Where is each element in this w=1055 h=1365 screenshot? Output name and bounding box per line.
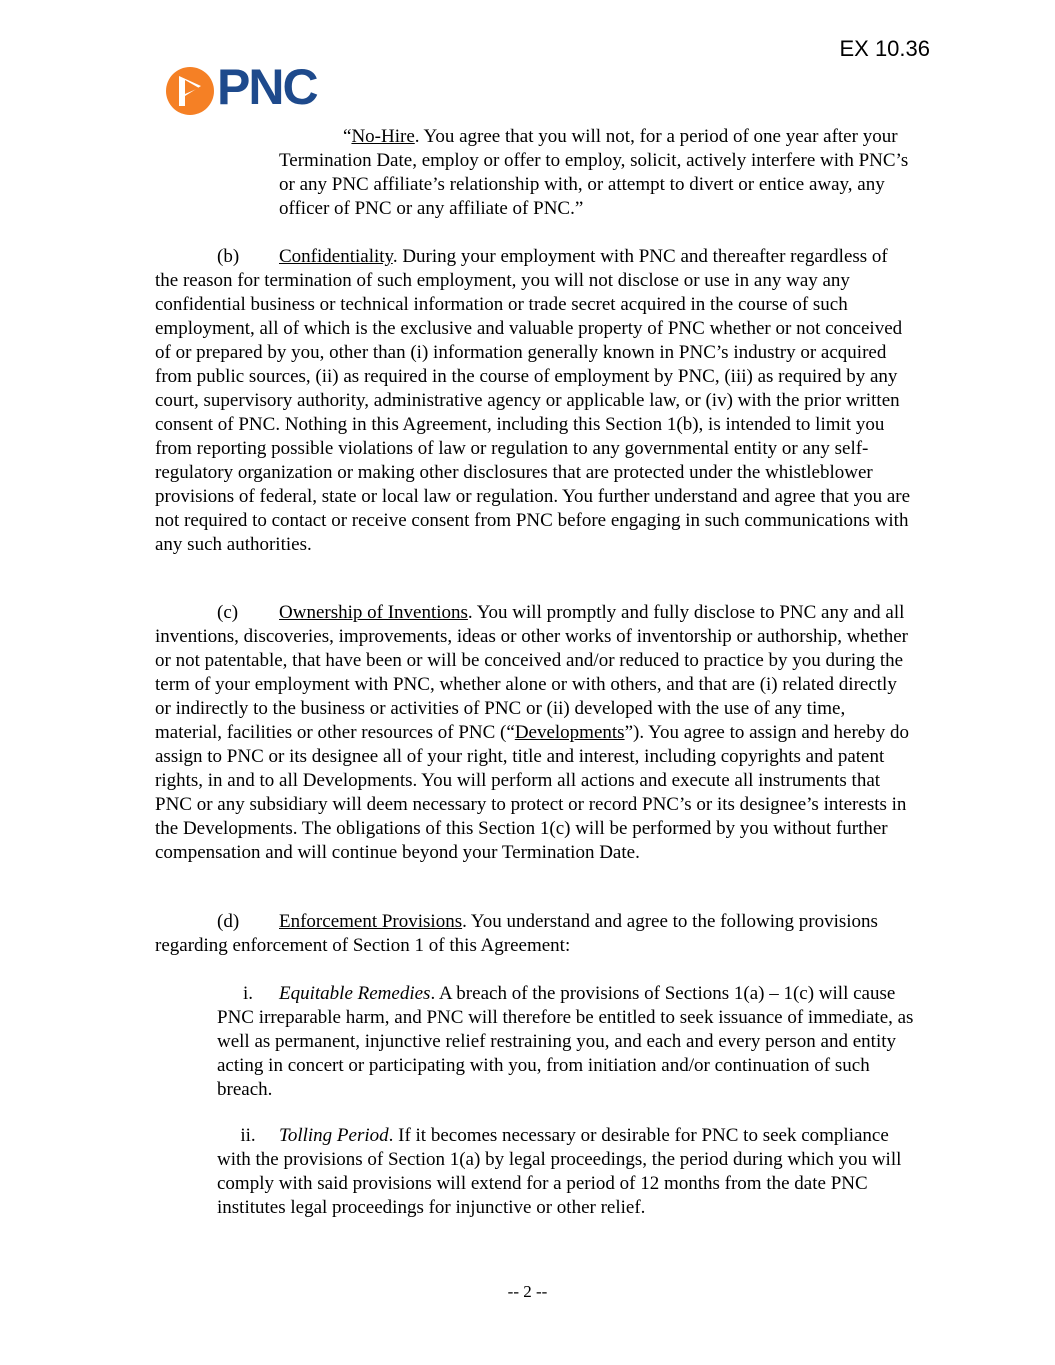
section-b-label: (b) (217, 246, 240, 267)
no-hire-clause (279, 125, 909, 221)
pnc-logo-icon (165, 66, 217, 118)
item-ii-label: ii. (240, 1125, 256, 1146)
section-d-enforcement (155, 910, 915, 958)
section-c-label: (c) (217, 602, 239, 623)
section-c-inventions (155, 601, 915, 865)
pnc-logo (165, 59, 340, 118)
section-b-text: . During your employment with PNC and thereafter regardless of the reason for termination of such employment, you will not disclose or use in any way any confidential business or technical information or trade secret acquired in the course of such employment, all of which is the exclusive and valuable property of PNC whether or not conceived of or prepared by you, other than (i) information generally known in PNC’s industry or acquired from public sources, (ii) as required in the course of employment by PNC, (iii) as required by any court, supervisory authority, administrative agency or applicable law, or (iv) with the prior written consent of PNC. Nothing in this Agreement, including this Section 1(b), is intended to limit you from reporting possible violations of law or regulation to any governmental entity or any self-regulatory organization or making other disclosures that are protected under the whistleblower provisions of federal, state or local law or regulation. You further understand and agree that you are not required to contact or receive consent from PNC before engaging in such communications with any such authorities. (155, 246, 911, 555)
section-c-text-2: ”). You agree to assign and hereby do assign to PNC or its designee all of your right, title and interest, including copyrights and patent rights, in and to all Developments. You will perform all actions and execute all instruments that PNC or any subsidiary will deem necessary to protect or record PNC’s or its designee’s interests in the Developments. The obligations of this Section 1(c) will be performed by you without further compensation and will continue beyond your Termination Date. (155, 722, 909, 863)
section-d-text: . You understand and agree to the following provisions regarding enforcement of Section 1 of this Agreement: (155, 911, 878, 956)
item-i-equitable-remedies (217, 982, 917, 1102)
developments-term: Developments (514, 722, 625, 743)
item-i-text: . A breach of the provisions of Sections 1(a) – 1(c) will cause PNC irreparable harm, and PNC will therefore be entitled to seek issuance of immediate, as well as permanent, injunctive relief restraining you, and each and every person and entity acting in concert or participating with you, from initiation and/or continuation of such breach. (217, 983, 914, 1100)
section-c-text-1: . You will promptly and fully disclose to PNC any and all inventions, discoveries, improvements, ideas or other works of inventorship or authorship, whether or not patentable, that have been or will be conceived and/or reduced to practice by you during the term of your employment with PNC, whether alone or with others, and that are (i) related directly or indirectly to the business or activities of PNC or (ii) developed with the use of any time, material, facilities or other resources of PNC (“ (155, 602, 908, 743)
section-d-label: (d) (217, 911, 240, 932)
item-ii-text: . If it becomes necessary or desirable for PNC to seek compliance with the provisions of Section 1(a) by legal proceedings, the period during which you will comply with said provisions will extend for a period of 12 months from the date PNC institutes legal proceedings for injunctive or other relief. (217, 1125, 902, 1218)
open-quote: “ (343, 126, 352, 147)
section-c-term: Ownership of Inventions (279, 602, 468, 623)
item-ii-term: Tolling Period (279, 1125, 389, 1146)
item-i-label: i. (242, 983, 254, 1004)
section-b-confidentiality (155, 245, 915, 557)
item-i-term: Equitable Remedies (279, 983, 431, 1004)
exhibit-number: EX 10.36 (839, 36, 930, 61)
section-d-term: Enforcement Provisions (279, 911, 463, 932)
section-b-term: Confidentiality (279, 246, 393, 267)
item-ii-tolling-period (217, 1124, 917, 1220)
page-number: -- 2 -- (507, 1282, 548, 1301)
no-hire-text: . You agree that you will not, for a period of one year after your Termination Date, employ or offer to employ, solicit, actively interfere with PNC’s or any PNC affiliate’s relationship with, or attempt to divert or entice away, any officer of PNC or any affiliate of PNC.” (279, 126, 909, 219)
no-hire-term: No-Hire (351, 126, 415, 147)
pnc-logo-text: PNC (217, 59, 317, 115)
